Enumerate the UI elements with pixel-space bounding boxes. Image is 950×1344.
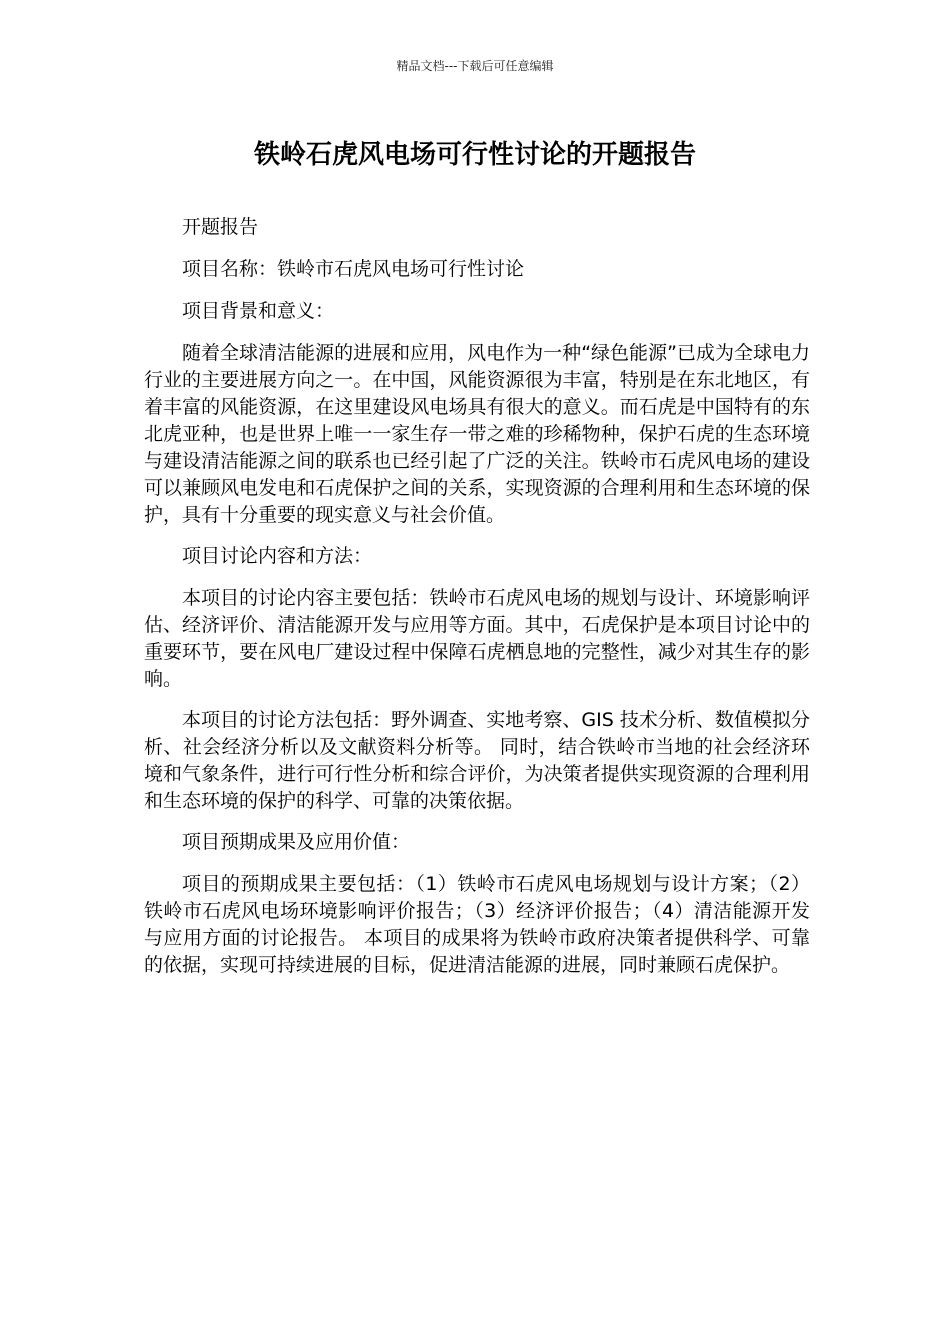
paragraph-content-body: 本项目的讨论内容主要包括：铁岭市石虎风电场的规划与设计、环境影响评估、经济评价、清洁能源开发与应用等方面。其中，石虎保护是本项目讨论中的重要环节，要在风电厂建设过程中保障石虎栖息地的完整性，减少对其生存的影响。	[144, 587, 810, 690]
paragraph-background-heading: 项目背景和意义：	[182, 300, 335, 322]
document-body	[144, 214, 810, 993]
paragraph-results-body: 项目的预期成果主要包括：（1）铁岭市石虎风电场规划与设计方案；（2）铁岭市石虎风电场环境影响评价报告；（3）经济评价报告；（4）清洁能源开发与应用方面的讨论报告。 本项目的成果将为铁岭市政府决策者提供科学、可靠的依据，实现可持续进展的目标，促进清洁能源的进展，同时兼顾石虎保护。	[144, 873, 810, 976]
document-title: 铁岭石虎风电场可行性讨论的开题报告	[253, 140, 696, 170]
paragraph-results-heading: 项目预期成果及应用价值：	[182, 831, 411, 853]
paragraph-report-label: 开题报告	[182, 216, 259, 238]
header-note: 精品文档---下载后可任意编辑	[396, 59, 554, 73]
paragraph-project-name: 项目名称：铁岭市石虎风电场可行性讨论	[182, 258, 525, 280]
paragraph-content-heading: 项目讨论内容和方法：	[182, 545, 373, 567]
paragraph-method-body: 本项目的讨论方法包括：野外调查、实地考察、GIS 技术分析、数值模拟分析、社会经济分析以及文献资料分析等。 同时，结合铁岭市当地的社会经济环境和气象条件，进行可行性分析和综合评价，为决策者提供实现资源的合理利用和生态环境的保护的科学、可靠的决策依据。	[144, 709, 810, 812]
paragraph-background-body: 随着全球清洁能源的进展和应用，风电作为一种“绿色能源”已成为全球电力行业的主要进展方向之一。在中国，风能资源很为丰富，特别是在东北地区，有着丰富的风能资源，在这里建设风电场具有很大的意义。而石虎是中国特有的东北虎亚种，也是世界上唯一一家生存一带之难的珍稀物种，保护石虎的生态环境与建设清洁能源之间的联系也已经引起了广泛的关注。铁岭市石虎风电场的建设可以兼顾风电发电和石虎保护之间的关系，实现资源的合理利用和生态环境的保护，具有十分重要的现实意义与社会价值。	[144, 342, 810, 526]
